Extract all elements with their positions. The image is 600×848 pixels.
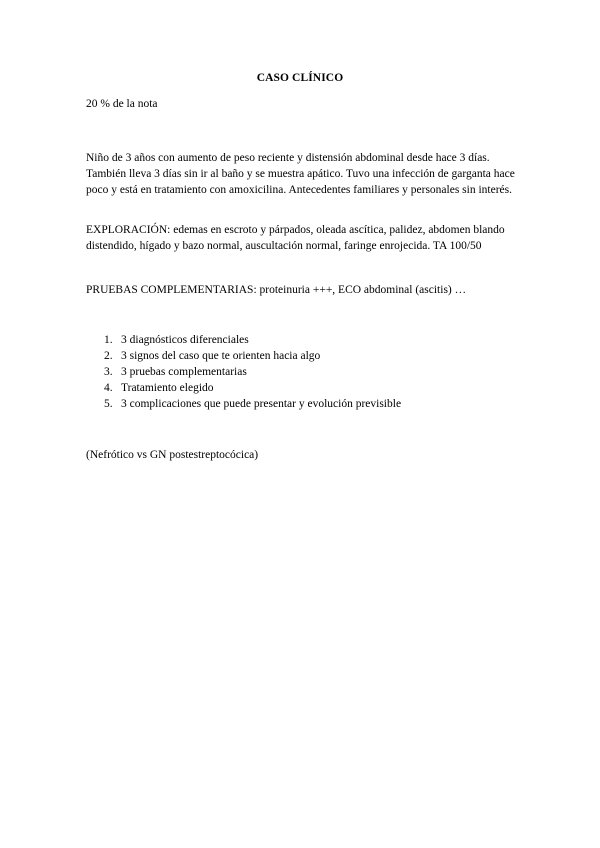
- list-item: [104, 364, 401, 380]
- list-item-number: 3.: [104, 366, 113, 378]
- weight-note: 20 % de la nota: [86, 98, 158, 110]
- list-item: [104, 348, 401, 364]
- case-description: Niño de 3 años con aumento de peso reciente y distensión abdominal desde hace 3 días. También lleva 3 días sin ir al baño y se muestra apático. Tuvo una infección de garganta hace poco y está en tratamiento con amoxicilina. Antecedentes familiares y personales sin interés.: [86, 152, 515, 196]
- answer-note: (Nefrótico vs GN postestreptocócica): [86, 449, 259, 461]
- page-title: CASO CLÍNICO: [256, 72, 344, 84]
- complementary-tests-paragraph: PRUEBAS COMPLEMENTARIAS: proteinuria +++, ECO abdominal (ascitis) …: [86, 284, 467, 296]
- list-item-number: 1.: [104, 334, 113, 346]
- list-item-number: 5.: [104, 398, 113, 410]
- exploration-paragraph: EXPLORACIÓN: edemas en escroto y párpados, oleada ascítica, palidez, abdomen blando distendido, hígado y bazo normal, auscultación normal, faringe enrojecida. TA 100/50: [86, 224, 505, 252]
- list-item-text: 3 pruebas complementarias: [121, 366, 247, 378]
- questions-list: [104, 332, 401, 412]
- list-item: [104, 396, 401, 412]
- list-item-text: 3 diagnósticos diferenciales: [121, 334, 249, 346]
- list-item-number: 4.: [104, 382, 113, 394]
- list-item: [104, 332, 401, 348]
- list-item: [104, 380, 401, 396]
- list-item-text: Tratamiento elegido: [121, 382, 214, 394]
- list-item-number: 2.: [104, 350, 113, 362]
- list-item-text: 3 signos del caso que te orienten hacia algo: [121, 350, 321, 362]
- list-item-text: 3 complicaciones que puede presentar y evolución previsible: [121, 398, 402, 410]
